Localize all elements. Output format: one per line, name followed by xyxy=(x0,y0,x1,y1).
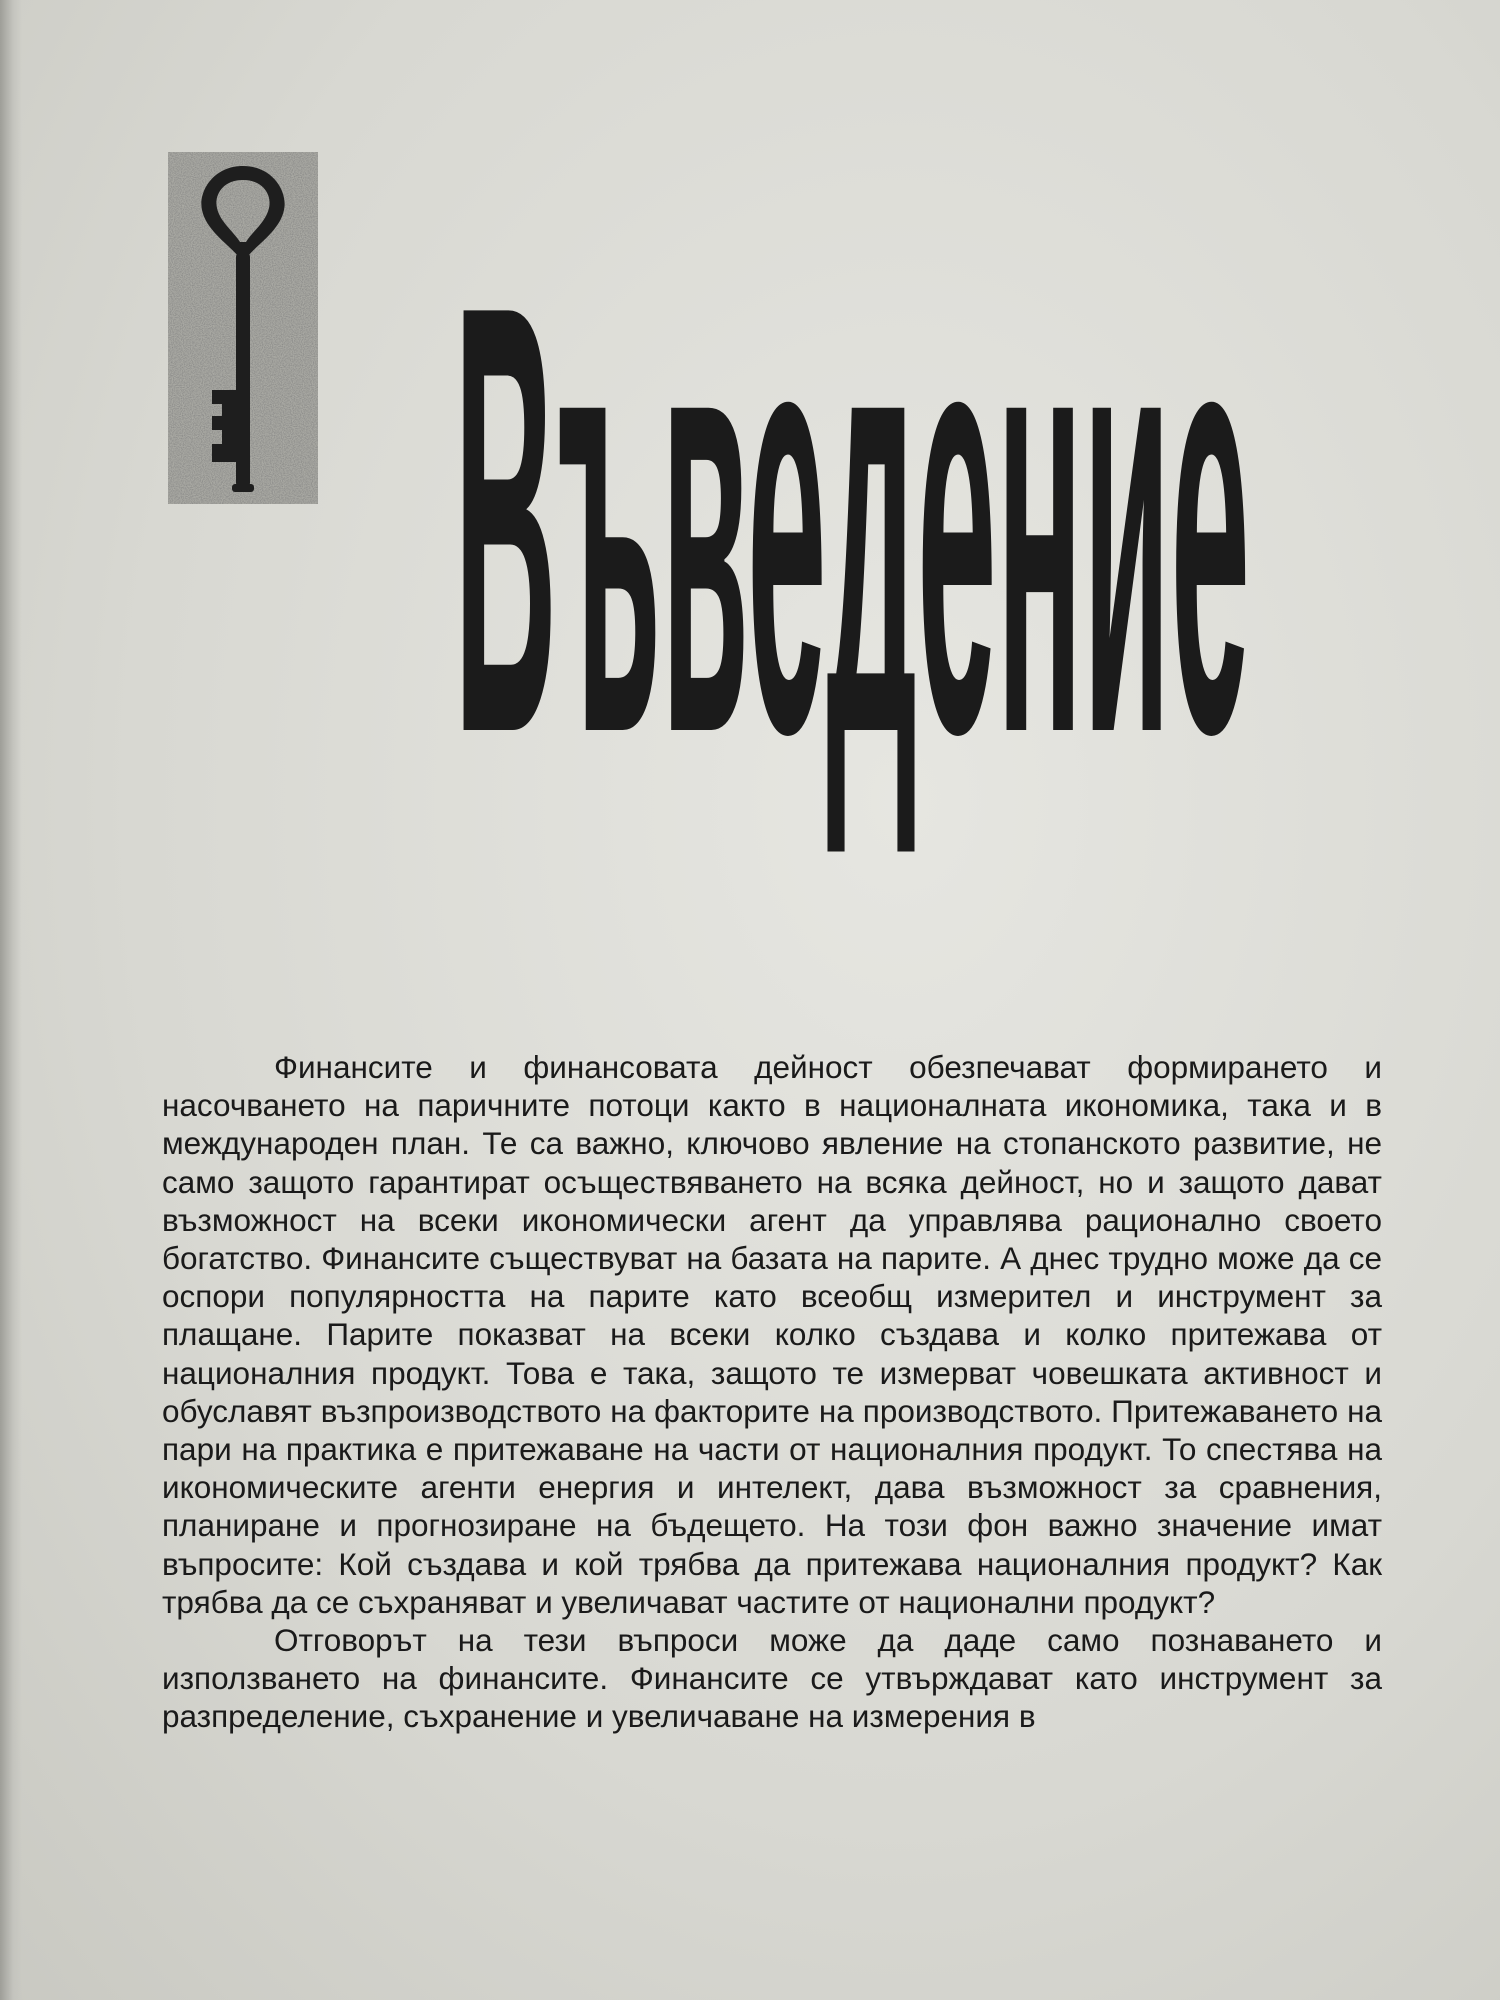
key-icon xyxy=(168,152,318,504)
paragraph: Отговорът на тези въпроси може да даде само познаването и използването на финансите. Финансите се утвърждават като инструмент за разпределение, съхранение и увеличаване на измерения в xyxy=(162,1622,1382,1735)
paragraph: Финансите и финансовата дейност обезпечават формирането и насочването на паричните потоци както в националната икономика, така и в международен план. Те са важно, ключово явление на стопанското развитие, не само защото гарантират осъществяването на всяка дейност, но и защото дават възможност на всеки икономически агент да управлява рационално своето богатство. Финансите съществуват на базата на парите. А днес трудно може да се оспори популярността на парите като всеобщ измерител и инструмент за плащане. Парите показват на всеки колко създава и колко притежава от националния продукт. Това е така, защото те измерват човешката активност и обуславят възпроизводството на факторите на производството. Притежаването на пари на практика е притежаване на части от националния продукт. То спестява на икономическите агенти енергия и интелект, дава възможност за сравнения, планиране и прогнозиране на бъдещето. На този фон важно значение имат въпросите: Кой създава и кой трябва да притежава националния продукт? Как трябва да се съхраняват и увеличават частите от национални продукт? xyxy=(162,1049,1382,1620)
page-fold-shadow xyxy=(0,0,22,2000)
title-text: Въведение xyxy=(454,179,1250,861)
body-text xyxy=(162,1048,1382,1948)
page-title xyxy=(452,118,1252,861)
